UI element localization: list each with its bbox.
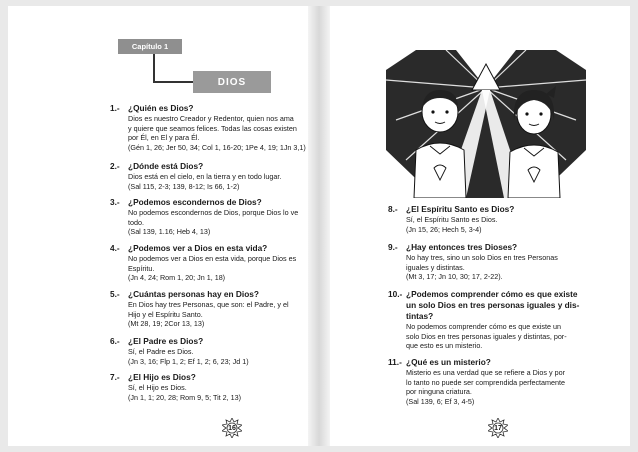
qa-item-5: [110, 289, 306, 329]
chapter-connector-vertical: [153, 54, 155, 82]
reference-3: (Sal 139, 1.16; Heb 4, 13): [128, 227, 211, 237]
question-2: 2.- ¿Dónde está Dios?: [110, 161, 204, 171]
question-7: 7.- ¿El Hijo es Dios?: [110, 372, 196, 382]
reference-8: (Jn 15, 26; Hech 5, 3-4): [406, 224, 482, 234]
qa-item-2: [110, 161, 306, 192]
reference-5: (Mt 28, 19; 2Cor 13, 13): [128, 319, 205, 329]
answer-9: No hay tres, sino un solo Dios en tres Personas iguales y distintas.: [406, 253, 558, 272]
reference-11: (Sal 139, 6; Ef 3, 4-5): [406, 396, 475, 406]
trinity-children-illustration: [386, 50, 586, 198]
answer-7: Sí, el Hijo es Dios.: [128, 383, 187, 392]
question-1: 1.- ¿Quién es Dios?: [110, 103, 194, 113]
qa-item-1: [110, 103, 306, 153]
qa-item-10: [388, 289, 624, 351]
question-3: 3.- ¿Podemos escondernos de Dios?: [110, 197, 262, 207]
question-5: 5.- ¿Cuántas personas hay en Dios?: [110, 289, 259, 299]
chapter-title: DIOS: [193, 71, 271, 93]
question-8: 8.- ¿El Espíritu Santo es Dios?: [388, 204, 515, 214]
qa-item-9: [388, 242, 624, 282]
qa-item-8: [388, 204, 624, 235]
question-6: 6.- ¿El Padre es Dios?: [110, 336, 204, 346]
question-11: 11.- ¿Qué es un misterio?: [388, 357, 491, 367]
qa-item-3: [110, 197, 306, 237]
question-4: 4.- ¿Podemos ver a Dios en esta vida?: [110, 243, 268, 253]
right-page: [330, 6, 630, 446]
reference-4: (Jn 4, 24; Rom 1, 20; Jn 1, 18): [128, 273, 226, 283]
page-number-left: 16: [228, 424, 236, 432]
answer-6: Sí, el Padre es Dios.: [128, 347, 194, 356]
reference-9: (Mt 3, 17; Jn 10, 30; 17, 2-22).: [406, 272, 503, 282]
reference-7: (Jn 1, 1; 20, 28; Rom 9, 5; Tit 2, 13): [128, 392, 242, 402]
page-number-badge-right: [488, 418, 508, 438]
answer-10: No podemos comprender cómo es que existe un solo Dios en tres personas iguales y distintas, por- que esto es un misterio.: [406, 322, 567, 351]
reference-1: (Gén 1, 26; Jer 50, 34; Col 1, 16-20; 1Pe 4, 19; 1Jn 3,1): [128, 142, 306, 152]
qa-item-6: [110, 336, 306, 367]
answer-1: Dios es nuestro Creador y Redentor, quien nos ama y quiere que seamos felices. Todas las cosas existen por Él, en El y para Él.: [128, 114, 297, 143]
chapter-connector-horizontal: [153, 81, 193, 83]
question-9: 9.- ¿Hay entonces tres Dioses?: [388, 242, 518, 252]
page-number-right: 17: [494, 424, 502, 432]
reference-2: (Sal 115, 2-3; 139, 8-12; Is 66, 1-2): [128, 181, 240, 191]
reference-6: (Jn 3, 16; Flp 1, 2; Ef 1, 2; 6, 23; Jd 1): [128, 356, 249, 366]
qa-item-11: [388, 357, 624, 407]
answer-8: Sí, el Espíritu Santo es Dios.: [406, 215, 498, 224]
left-page: [8, 6, 308, 446]
answer-2: Dios está en el cielo, en la tierra y en todo lugar.: [128, 172, 282, 181]
question-10: 10.- ¿Podemos comprender cómo es que existe un solo Dios en tres personas iguales y dis- tintas?: [388, 289, 580, 321]
answer-11: Misterio es una verdad que se refiere a Dios y por lo tanto no puede ser comprendida perfectamente por ninguna criatura.: [406, 368, 566, 397]
answer-5: En Dios hay tres Personas, que son: el Padre, y el Hijo y el Espíritu Santo.: [128, 300, 289, 319]
chapter-label: Capítulo 1: [118, 39, 182, 54]
qa-item-4: [110, 243, 306, 283]
qa-item-7: [110, 372, 306, 403]
answer-3: No podemos escondernos de Dios, porque Dios lo ve todo.: [128, 208, 299, 227]
answer-4: No podemos ver a Dios en esta vida, porque Dios es Espíritu.: [128, 254, 297, 273]
book-gutter: [308, 6, 330, 446]
page-number-badge-left: [222, 418, 242, 438]
